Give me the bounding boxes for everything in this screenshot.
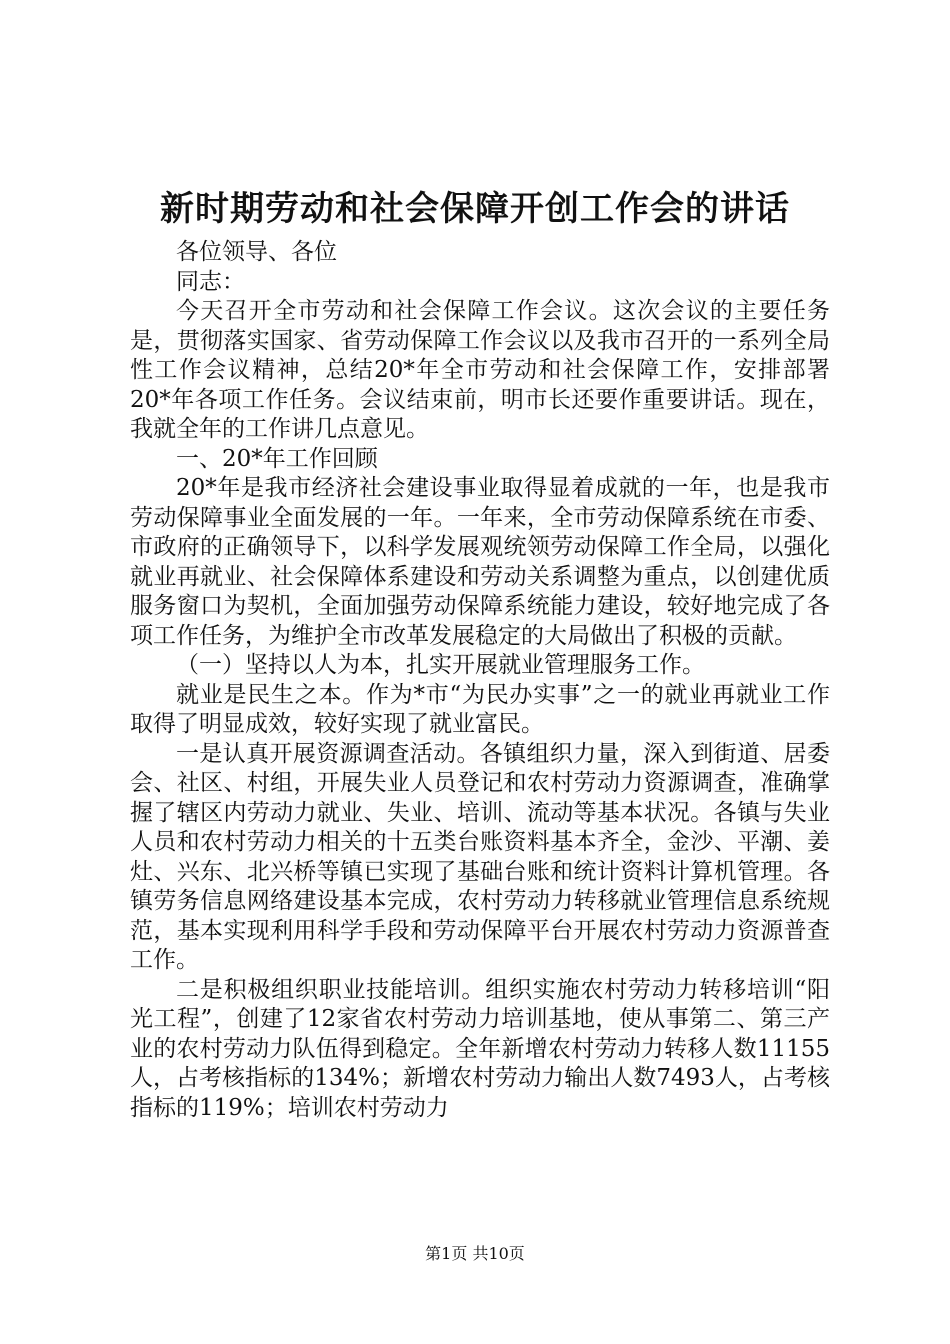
paragraph: 一是认真开展资源调查活动。各镇组织力量，深入到街道、居委会、社区、村组，开展失业人员登记和农村劳动力资源调查，准确掌握了辖区内劳动力就业、失业、培训、流动等基本状况。各镇与失业人员和农村劳动力相关的十五类台账资料基本齐全，金沙、平潮、姜灶、兴东、北兴桥等镇已实现了基础台账和统计资料计算机管理。各镇劳务信息网络建设基本完成，农村劳动力转移就业管理信息系统规范，基本实现利用科学手段和劳动保障平台开展农村劳动力资源普查工作。 — [130, 740, 830, 973]
salutation-line: 各位领导、各位 — [176, 239, 337, 265]
page-footer: 第1页 共10页 — [425, 1244, 525, 1263]
paragraph: 20*年是我市经济社会建设事业取得显着成就的一年，也是我市劳动保障事业全面发展的一年。一年来，全市劳动保障系统在市委、市政府的正确领导下，以科学发展观统领劳动保障工作全局，以强化就业再就业、社会保障体系建设和劳动关系调整为重点，以创建优质服务窗口为契机，全面加强劳动保障系统能力建设，较好地完成了各项工作任务，为维护全市改革发展稳定的大局做出了积极的贡献。 — [130, 475, 830, 649]
section-heading: 一、20*年工作回顾 — [176, 445, 378, 472]
document-title: 新时期劳动和社会保障开创工作会的讲话 — [160, 189, 790, 229]
paragraph: 二是积极组织职业技能培训。组织实施农村劳动力转移培训“阳光工程”，创建了12家省农村劳动力培训基地，使从事第二、第三产业的农村劳动力队伍得到稳定。全年新增农村劳动力转移人数11155人，占考核指标的134%；新增农村劳动力输出人数7493人，占考核指标的119%；培训农村劳动力 — [130, 976, 830, 1121]
subsection-heading: （一）坚持以人为本，扎实开展就业管理服务工作。 — [176, 652, 705, 678]
salutation-line: 同志： — [176, 268, 245, 295]
paragraph: 就业是民生之本。作为*市“为民办实事”之一的就业再就业工作取得了明显成效，较好实现了就业富民。 — [130, 681, 830, 737]
document-body — [130, 238, 830, 1123]
paragraph: 今天召开全市劳动和社会保障工作会议。这次会议的主要任务是，贯彻落实国家、省劳动保障工作会议以及我市召开的一系列全局性工作会议精神，总结20*年全市劳动和社会保障工作，安排部署20*年各项工作任务。会议结束前，明市长还要作重要讲话。现在，我就全年的工作讲几点意见。 — [130, 298, 830, 442]
